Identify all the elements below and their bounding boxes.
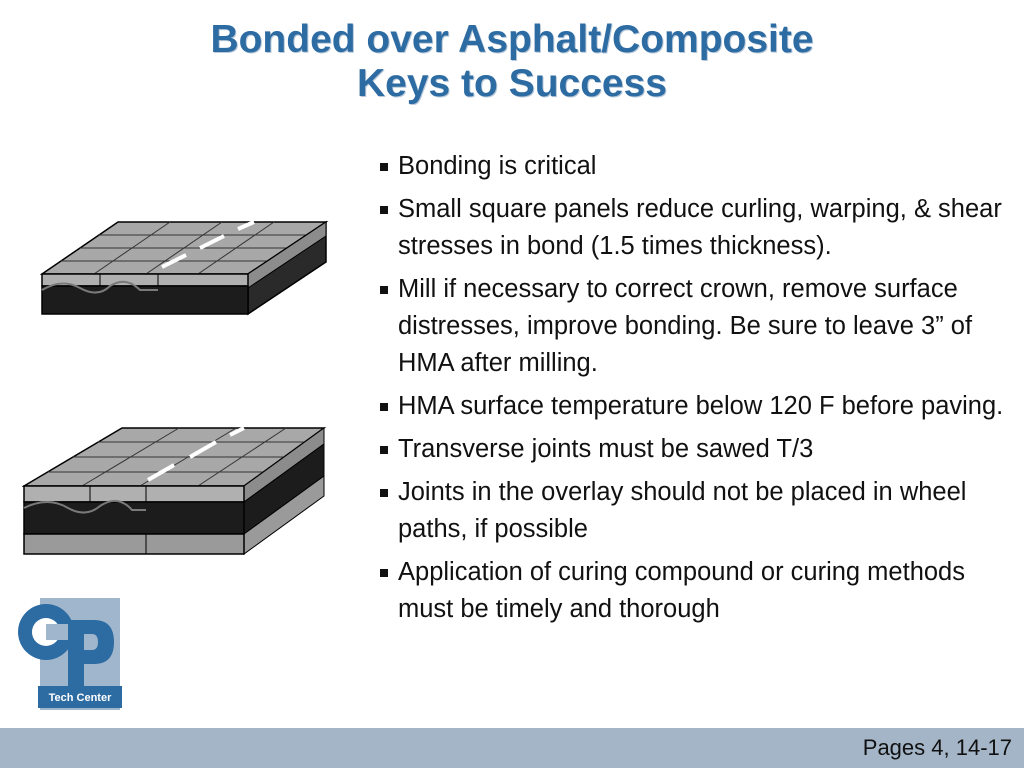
- bullet-text: Mill if necessary to correct crown, remove surface distresses, improve bonding. Be sure to leave 3” of HMA after milling.: [398, 275, 973, 377]
- title-line-1: Bonded over Asphalt/Composite: [210, 18, 814, 61]
- bullet-text: HMA surface temperature below 120 F before paving.: [398, 392, 1004, 420]
- title-line-2: Keys to Success: [356, 62, 667, 105]
- logo-caption: Tech Center: [48, 692, 112, 704]
- bullet-text: Bonding is critical: [398, 152, 597, 180]
- bullet-item: [378, 271, 1018, 382]
- bullet-text: Application of curing compound or curing methods must be timely and thorough: [398, 558, 965, 623]
- bullet-square-icon: [380, 163, 388, 171]
- bullet-text: Joints in the overlay should not be placed in wheel paths, if possible: [398, 478, 967, 543]
- bullet-text: Transverse joints must be sawed T/3: [398, 435, 814, 463]
- bullet-item: [378, 148, 1018, 185]
- bullet-square-icon: [380, 569, 388, 577]
- bullet-square-icon: [380, 403, 388, 411]
- bullet-square-icon: [380, 286, 388, 294]
- bullet-item: [378, 431, 1018, 468]
- bullet-square-icon: [380, 446, 388, 454]
- bullet-text: Small square panels reduce curling, warping, & shear stresses in bond (1.5 times thickness).: [398, 195, 1002, 260]
- bullet-square-icon: [380, 206, 388, 214]
- bullet-square-icon: [380, 489, 388, 497]
- bullet-list: [378, 148, 1018, 634]
- bullet-item: [378, 474, 1018, 548]
- bullet-item: [378, 191, 1018, 265]
- overlay-on-asphalt-diagram: [40, 218, 330, 318]
- bullet-item: [378, 388, 1018, 425]
- slide-title: [0, 18, 1024, 106]
- cp-tech-center-logo: [10, 598, 122, 710]
- bullet-item: [378, 554, 1018, 628]
- overlay-on-composite-diagram: [22, 424, 328, 558]
- page-reference: Pages 4, 14-17: [862, 735, 1012, 760]
